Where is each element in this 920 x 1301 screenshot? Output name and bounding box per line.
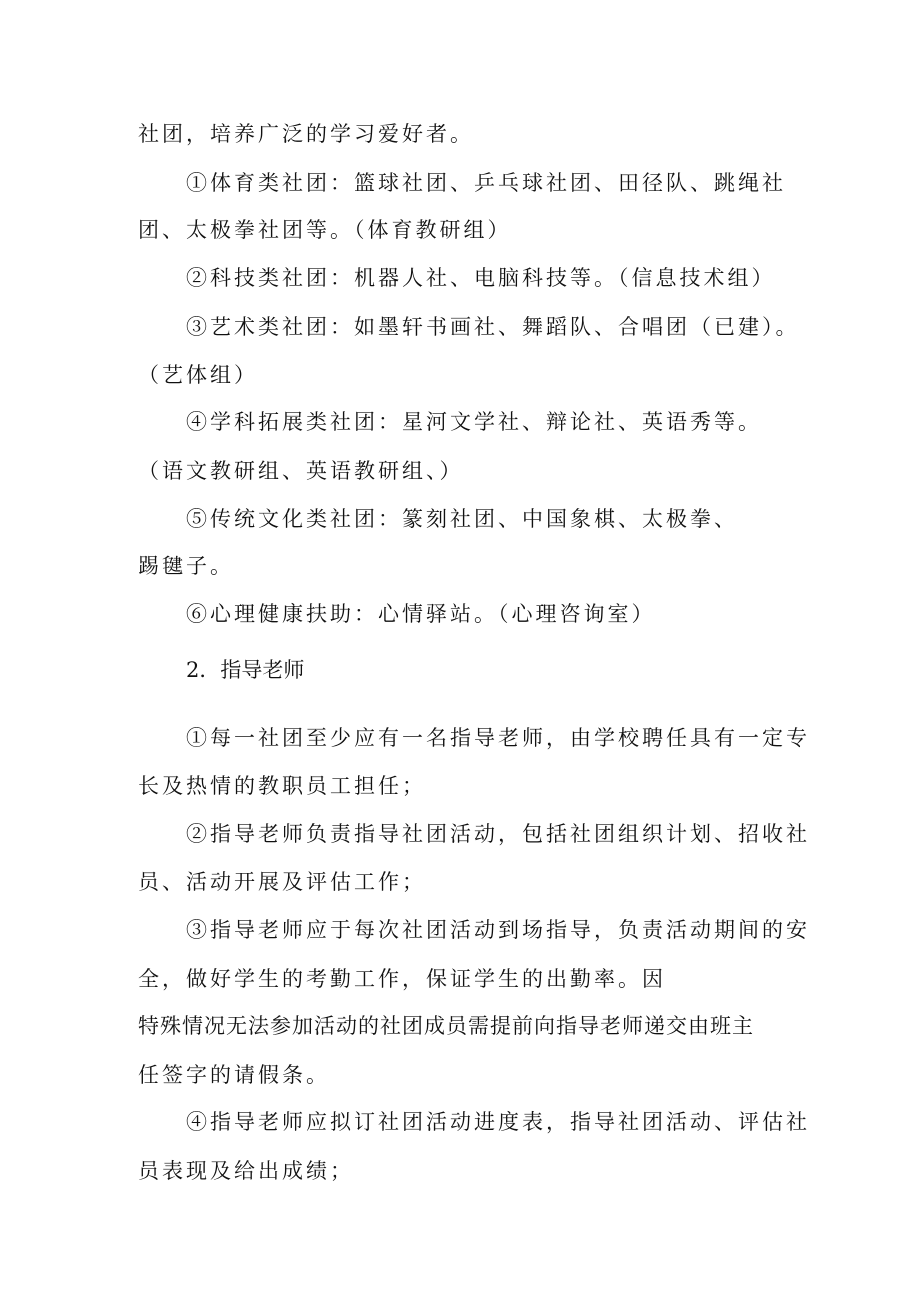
section-heading: 2．指导老师 — [186, 658, 305, 682]
text-line: 踢毽子。 — [138, 554, 234, 578]
text-line: 任签字的请假条。 — [138, 1063, 330, 1087]
text-line: 特殊情况无法参加活动的社团成员需提前向指导老师递交由班主 — [138, 1014, 754, 1038]
text-line: ④指导老师应拟订社团活动进度表，指导社团活动、评估社 — [186, 1110, 810, 1134]
text-line: ⑥心理健康扶助：心情驿站。（心理咨询室） — [186, 602, 656, 626]
text-line: ②指导老师负责指导社团活动，包括社团组织计划、招收社 — [186, 822, 810, 846]
text-line: 社团，培养广泛的学习爱好者。 — [138, 122, 474, 146]
text-line: 全，做好学生的考勤工作，保证学生的出勤率。因 — [138, 967, 666, 991]
text-line: 员、活动开展及评估工作； — [138, 870, 426, 894]
text-line: 员表现及给出成绩； — [138, 1159, 354, 1183]
text-line: 团、太极拳社团等。（体育教研组） — [138, 218, 512, 242]
text-line: ③指导老师应于每次社团活动到场指导，负责活动期间的安 — [186, 918, 810, 942]
text-line: ②科技类社团：机器人社、电脑科技等。（信息技术组） — [186, 266, 776, 290]
text-line: ①体育类社团：篮球社团、乒乓球社团、田径队、跳绳社 — [186, 171, 786, 195]
text-line: （语文教研组、英语教研组、） — [138, 459, 464, 483]
text-line: ③艺术类社团：如墨轩书画社、舞蹈队、合唱团（已建）。 — [186, 315, 800, 339]
text-line: ⑤传统文化类社团：篆刻社团、中国象棋、太极拳、 — [186, 507, 738, 531]
text-line: ④学科拓展类社团：星河文学社、辩论社、英语秀等。 — [186, 410, 762, 434]
text-line: ①每一社团至少应有一名指导老师，由学校聘任具有一定专 — [186, 726, 810, 750]
text-line: 长及热情的教职员工担任； — [138, 774, 426, 798]
text-line: （艺体组） — [138, 363, 258, 387]
